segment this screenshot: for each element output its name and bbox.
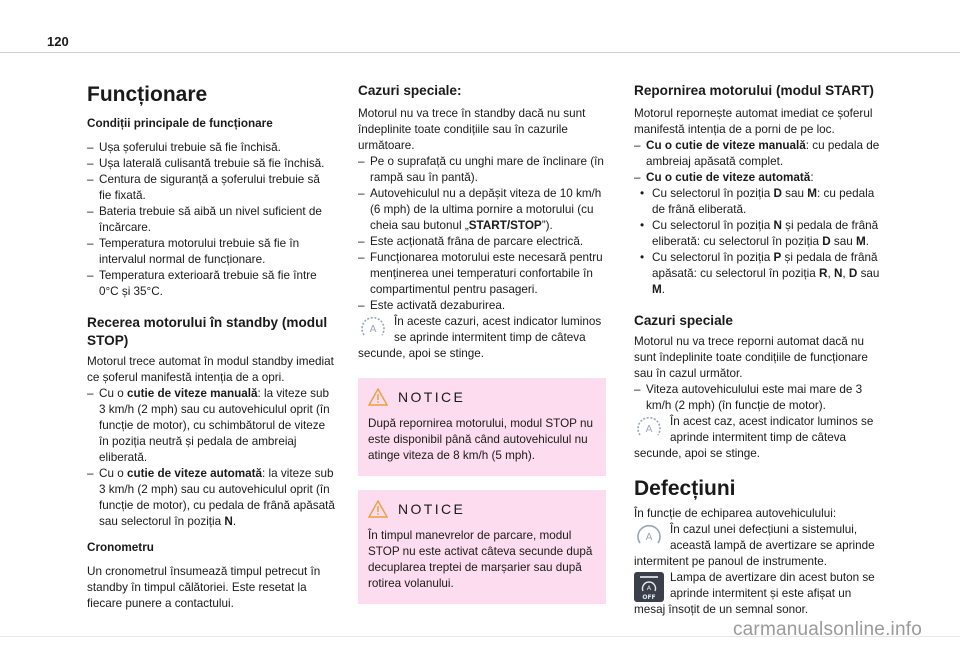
notice-box-restart (358, 378, 606, 476)
list-item: – Temperatura motorului trebuie să fie în intervalul normal de funcționare. (87, 237, 300, 266)
bullet-item: • Cu selectorul în poziția D sau M: cu pedala de frână eliberată. (640, 187, 875, 216)
page-number: 120 (47, 34, 69, 49)
section-title-faults: Defecțiuni (634, 477, 736, 500)
list-item: – Funcționarea motorului este necesară pentru menținerea unei temperaturi confortabile în compartimentul pentru pasageri. (358, 251, 603, 296)
auto-stop-indicator-icon (358, 316, 388, 338)
bullet-item: • Cu selectorul în poziția P și pedala de frână apăsată: cu selectorul în poziția R, N, D sau M. (640, 251, 880, 296)
special-cases-heading: Cazuri speciale (634, 313, 733, 328)
watermark: carmanualsonline.info (732, 619, 922, 640)
list-item: – Cu o cutie de viteze manuală: cu pedala de ambreiaj apăsată complet. (634, 139, 880, 168)
notice-label: NOTICE (398, 501, 466, 517)
special-cases-intro: Motorul nu va trece în standby dacă nu sunt îndeplinite toate condițiile sau în cazurile următoare. (358, 107, 586, 152)
auto-stop-indicator-icon (634, 416, 664, 438)
svg-text:A: A (645, 532, 653, 543)
column-special-cases (358, 82, 606, 618)
chronometer-text: Un cronometrul însumează timpul petrecut în standby în timpul călătoriei. Este resetat la fiecare punere a contactului. (87, 565, 321, 610)
list-item: – Este acționată frâna de parcare electrică. (358, 235, 584, 248)
warning-triangle-icon (368, 388, 388, 406)
svg-text:OFF: OFF (642, 594, 656, 601)
list-item: – Pe o suprafață cu unghi mare de înclinare (în rampă sau în pantă). (358, 155, 604, 184)
list-item: – Centura de siguranță a șoferului trebuie să fie fixată. (87, 173, 320, 202)
restart-heading: Repornirea motorului (modul START) (634, 83, 874, 98)
list-item: – Temperatura exterioară trebuie să fie între 0°C și 35°C. (87, 269, 317, 298)
faults-intro: În funcție de echiparea autovehiculului: (634, 507, 837, 520)
bullet-item: • Cu selectorul în poziția N și pedala de frână eliberată: cu selectorul în poziția D sau M. (640, 219, 879, 248)
auto-stop-fault-icon (634, 524, 664, 546)
standby-heading: Recerea motorului în standby (modul STOP) (87, 315, 328, 348)
conditions-list (87, 140, 335, 300)
list-item: – Cu o cutie de viteze automată: (634, 171, 814, 184)
notice-label: NOTICE (398, 389, 466, 405)
list-item: – Bateria trebuie să aibă un nivel suficient de încărcare. (87, 205, 322, 234)
list-item: – Este activată dezaburirea. (358, 299, 506, 312)
conditions-heading: Condiții principale de funcționare (87, 117, 273, 130)
chronometer-heading: Cronometru (87, 541, 154, 554)
list-item: – Ușa laterală culisantă trebuie să fie închisă. (87, 157, 325, 170)
restart-intro: Motorul repornește automat imediat ce șoferul manifestă intenția de a porni de pe loc. (634, 107, 873, 136)
special-cases-heading: Cazuri speciale: (358, 83, 462, 98)
automatic-gearbox-item: – Cu o cutie de viteze automată: la viteze sub 3 km/h (2 mph) sau cu autovehiculul oprit (în funcție de motor), cu pedala de frână apăsată sau selectorul în poziția N. (87, 467, 335, 528)
fault-note: A OFF Lampa de avertizare din acest buton se aprinde intermitent și este afișat un mesaj însoțit de un semnal sonor. (634, 571, 875, 616)
svg-text:A: A (646, 584, 652, 592)
column-restart (634, 82, 882, 618)
section-title-operation: Funcționare (87, 83, 208, 106)
indicator-note: A În acest caz, acest indicator luminos se aprinde intermitent timp de câteva secunde, apoi se stinge. (634, 415, 874, 460)
list-item: – Autovehiculul nu a depășit viteza de 10 km/h (6 mph) de la ultima pornire a motorului (cu cheia sau butonul „START/STOP”). (358, 187, 602, 232)
header-divider (0, 52, 960, 53)
notice-text: În timpul manevrelor de parcare, modul STOP nu este activat câteva secunde după decuplarea treptei de marșarier sau după rotirea volanului. (368, 529, 593, 590)
warning-triangle-icon (368, 500, 388, 518)
indicator-note: A În aceste cazuri, acest indicator luminos se aprinde intermitent timp de câteva secunde, apoi se stinge. (358, 315, 602, 360)
notice-text: După repornirea motorului, modul STOP nu este disponibil până când autovehiculul nu atinge viteza de 8 km/h (5 mph). (368, 417, 593, 462)
fault-note: A În cazul unei defecțiuni a sistemului, această lampă de avertizare se aprinde intermitent pe panoul de instrumente. (634, 523, 875, 568)
list-item: – Ușa șoferului trebuie să fie închisă. (87, 141, 281, 154)
list-item: – Viteza autovehiculului este mai mare de 3 km/h (2 mph) (în funcție de motor). (634, 383, 863, 412)
stop-start-off-button-icon (634, 572, 664, 602)
column-operation (87, 82, 335, 612)
svg-text:A: A (645, 424, 653, 435)
manual-gearbox-item: – Cu o cutie de viteze manuală: la viteze sub 3 km/h (2 mph) sau cu autovehiculul oprit (în funcție de motor), cu schimbătorul de viteze în poziția neutră și pedala de ambreiaj eliberată. (87, 387, 330, 464)
special-cases-intro: Motorul nu va trece reporni automat dacă nu sunt îndeplinite toate condițiile de funcționare sau în cazul următor. (634, 335, 868, 380)
standby-intro: Motorul trece automat în modul standby imediat ce șoferul manifestă intenția de a opri. (87, 355, 334, 384)
notice-box-parking (358, 490, 606, 604)
svg-text:A: A (369, 324, 377, 335)
